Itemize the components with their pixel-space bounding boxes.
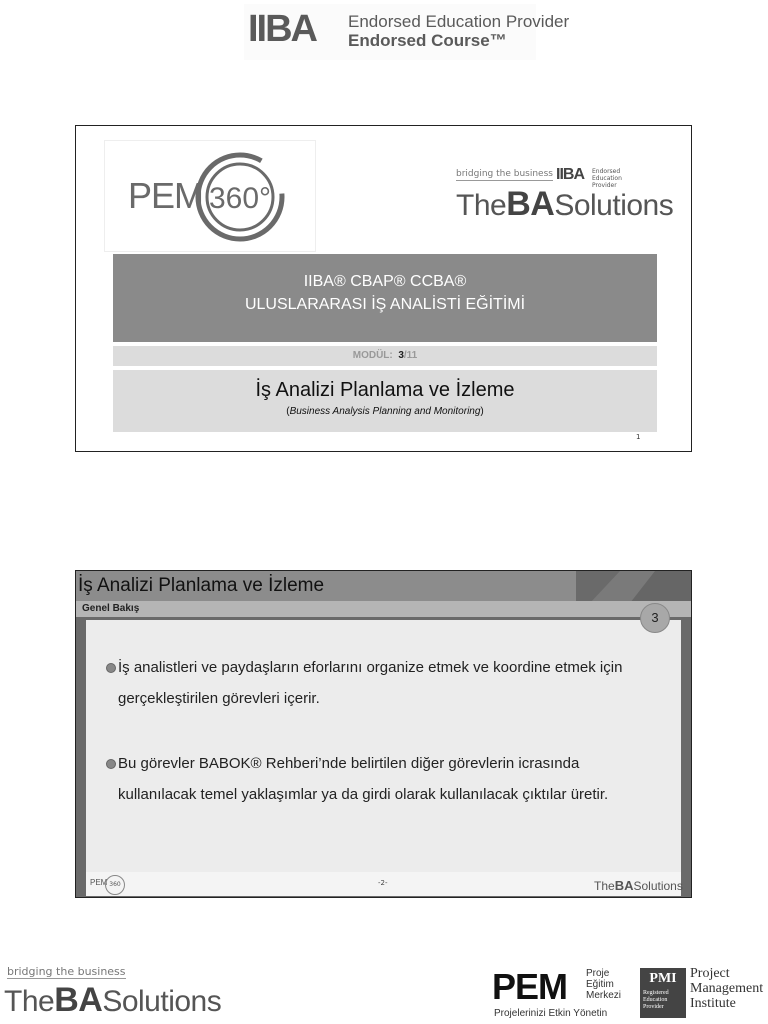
- slide-number-badge: 3: [640, 603, 670, 633]
- pem360-ring-icon: [192, 150, 290, 244]
- ba-tagline: bridging the business: [456, 169, 553, 179]
- footer-360-icon: 360: [105, 875, 125, 895]
- pem-proje-egitim-merkezi: Proje Eğitim Merkezi: [586, 968, 622, 1001]
- iiba-logo-mark: IIBA: [248, 8, 316, 50]
- slide-page-number: 1: [636, 433, 641, 441]
- slide2-section-title: Genel Bakış: [82, 603, 140, 614]
- ba-iiba-mark: IIBA: [556, 166, 584, 183]
- header-stripe-icon: [560, 571, 691, 603]
- slide2-title: İş Analizi Planlama ve İzleme: [78, 575, 325, 596]
- pem-proje-logo: PEM: [492, 966, 568, 1007]
- bullet-icon: [106, 663, 116, 673]
- pmi-name: Project Management Institute: [690, 966, 764, 1011]
- endorsed-course-text: Endorsed Course™: [348, 31, 507, 50]
- ba-iiba-endorsed-text: Endorsed Education Provider: [592, 168, 622, 189]
- bullet-2-line-2: kullanılacak temel yaklaşımlar ya da girdi olarak kullanılacak çıktılar üretir.: [118, 786, 609, 803]
- endorsed-provider-text: Endorsed Education Provider: [348, 12, 570, 31]
- pem-logo-text: PEM: [128, 175, 204, 216]
- footer-ba-logo: TheBASolutions: [594, 878, 683, 893]
- pem-360-number: 360°: [208, 182, 272, 215]
- pem-slogan: Projelerinizi Etkin Yönetin: [494, 1008, 608, 1019]
- bottom-theba-solutions-logo: TheBASolutions: [4, 981, 222, 1019]
- bullet-1-line-2: gerçekleştirilen görevleri içerir.: [118, 690, 320, 707]
- theba-solutions-logo: TheBASolutions: [456, 185, 674, 223]
- bottom-ba-tagline: bridging the business: [7, 965, 126, 978]
- banner-certifications: IIBA® CBAP® CCBA®: [303, 273, 467, 290]
- slide-subtitle: (Business Analysis Planning and Monitoring): [286, 406, 484, 417]
- slide2-section-bar: [76, 601, 691, 617]
- bullet-2-line-1: Bu görevler BABOK® Rehberi’nde belirtilen diğer görevlerin icrasında: [118, 755, 580, 772]
- bullet-icon: [106, 759, 116, 769]
- footer-page-number: -2-: [378, 879, 388, 887]
- pmi-logo-icon: PMI Registered Education Provider: [640, 968, 686, 1018]
- banner-course-title: ULUSLARARASI İŞ ANALİSTİ EĞİTİMİ: [244, 296, 526, 313]
- footer-pem-text: PEM: [90, 878, 108, 887]
- bullet-1-line-1: İş analistleri ve paydaşların eforlarını organize etmek ve koordine etmek için: [118, 659, 623, 676]
- module-indicator: MODÜL: 3/11: [352, 350, 418, 361]
- slide-title: İş Analizi Planlama ve İzleme: [255, 379, 515, 401]
